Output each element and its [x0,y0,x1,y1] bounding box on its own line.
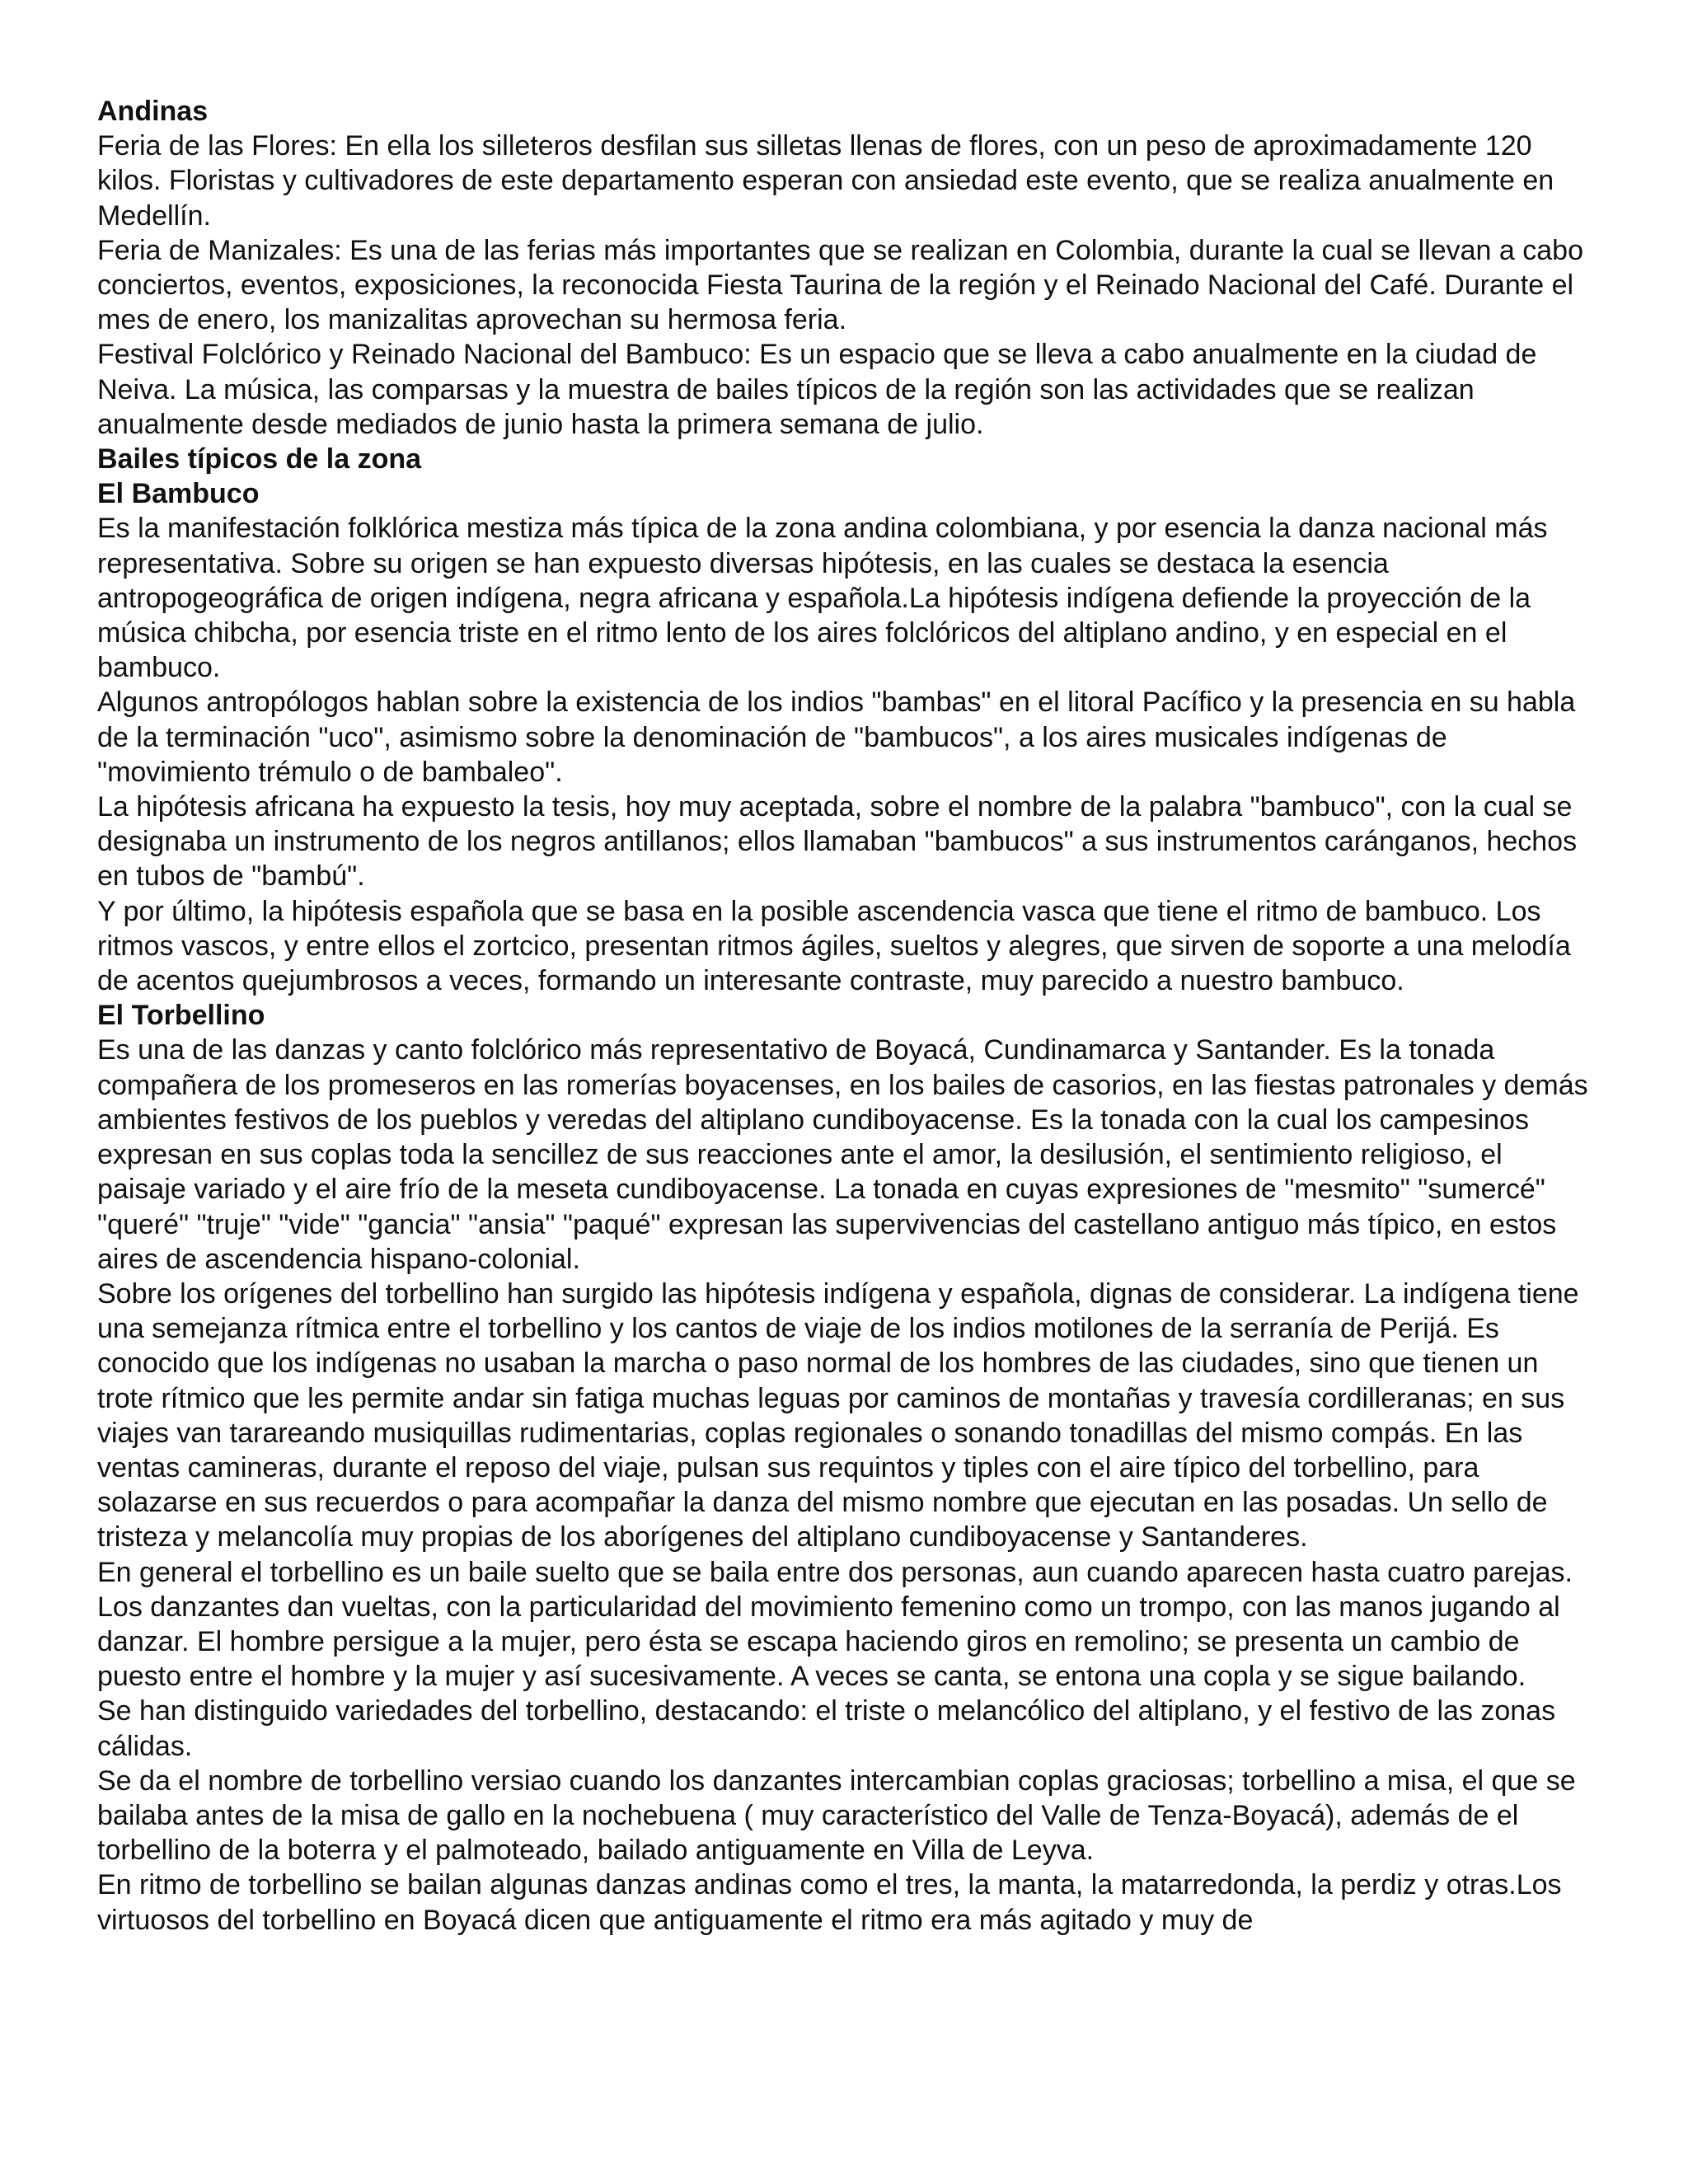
paragraph-festival-bambuco: Festival Folclórico y Reinado Nacional del Bambuco: Es un espacio que se lleva a cabo anualmente en la ciudad de Neiva. La música, las comparsas y la muestra de bailes típicos de la región son las actividades que se realizan anualmente desde mediados de junio hasta la primera semana de julio. [97,339,1537,440]
paragraph-bambuco-antropologos: Algunos antropólogos hablan sobre la existencia de los indios "bambas" en el litoral Pacífico y la presencia en su habla de la terminación "uco", asimismo sobre la denominación de "bambucos", a los aires musicales indígenas de "movimiento trémulo o de bambaleo". [97,687,1576,788]
paragraph-torbellino-descripcion: Es una de las danzas y canto folclórico más representativo de Boyacá, Cundinamarca y Santander. Es la tonada compañera de los promeseros en las romerías boyacenses, en los bailes de casorios, en las fiestas patronales y demás ambientes festivos de los pueblos y veredas del altiplano cundiboyacense. Es la tonada con la cual los campesinos expresan en sus coplas toda la sencillez de sus reacciones ante el amor, la desilusión, el sentimiento religioso, el paisaje variado y el aire frío de la meseta cundiboyacense. La tonada en cuyas expresiones de "mesmito" "sumercé" "queré" "truje" "vide" "gancia" "ansia" "paqué" expresan las supervivencias del castellano antiguo más típico, en estos aires de ascendencia hispano-colonial. [97,1034,1588,1275]
heading-el-torbellino: El Torbellino [97,1000,265,1032]
paragraph-bambuco-origen: Es la manifestación folklórica mestiza más típica de la zona andina colombiana, y por esencia la danza nacional más representativa. Sobre su origen se han expuesto diversas hipótesis, en las cuales se destaca la esencia antropogeográfica de origen indígena, negra africana y española.La hipótesis indígena defiende la proyección de la música chibcha, por esencia triste en el ritmo lento de los aires folclóricos del altiplano andino, y en especial en el bambuco. [97,513,1548,684]
paragraph-bambuco-hipotesis-africana: La hipótesis africana ha expuesto la tesis, hoy muy aceptada, sobre el nombre de la palabra "bambuco", con la cual se designaba un instrumento de los negros antillanos; ellos llamaban "bambucos" a sus instrumentos caránganos, hechos en tubos de "bambú". [97,791,1578,893]
paragraph-bambuco-hipotesis-espanola: Y por último, la hipótesis española que se basa en la posible ascendencia vasca que tiene el ritmo de bambuco. Los ritmos vascos, y entre ellos el zortcico, presentan ritmos ágiles, sueltos y alegres, que sirven de soporte a una melodía de acentos quejumbrosos a veces, formando un interesante contraste, muy parecido a nuestro bambuco. [97,895,1571,997]
heading-el-bambuco: El Bambuco [97,478,260,510]
paragraph-torbellino-ritmo: En ritmo de torbellino se bailan algunas danzas andinas como el tres, la manta, la matarredonda, la perdiz y otras.Los virtuosos del torbellino en Boyacá dicen que antiguamente el ritmo era más agitado y muy de [97,1869,1562,1936]
heading-andinas: Andinas [97,96,209,127]
paragraph-torbellino-variedades: Se han distinguido variedades del torbellino, destacando: el triste o melancólico del altiplano, y el festivo de las zonas cálidas. [97,1695,1556,1762]
heading-bailes-tipicos: Bailes típicos de la zona [97,443,422,476]
document-page [97,94,1591,1938]
paragraph-torbellino-baile: En general el torbellino es un baile suelto que se baila entre dos personas, aun cuando aparecen hasta cuatro parejas. Los danzantes dan vueltas, con la particularidad del movimiento femenino como un trompo, con las manos jugando al danzar. El hombre persigue a la mujer, pero ésta se escapa haciendo giros en remolino; se presenta un cambio de puesto entre el hombre y la mujer y así sucesivamente. A veces se canta, se entona una copla y se sigue bailando. [97,1556,1573,1693]
paragraph-torbellino-origenes: Sobre los orígenes del torbellino han surgido las hipótesis indígena y española, dignas de considerar. La indígena tiene una semejanza rítmica entre el torbellino y los cantos de viaje de los indios motilones de la serranía de Perijá. Es conocido que los indígenas no usaban la marcha o paso normal de los hombres de las ciudades, sino que tienen un trote rítmico que les permite andar sin fatiga muchas leguas por caminos de montañas y travesía cordilleranas; en sus viajes van tarareando musiquillas rudimentarias, coplas regionales o sonando tonadillas del mismo compás. En las ventas camineras, durante el reposo del viaje, pulsan sus requintos y tiples con el aire típico del torbellino, para solazarse en sus recuerdos o para acompañar la danza del mismo nombre que ejecutan en las posadas. Un sello de tristeza y melancolía muy propias de los aborígenes del altiplano cundiboyacense y Santanderes. [97,1277,1579,1554]
paragraph-feria-de-las-flores: Feria de las Flores: En ella los silleteros desfilan sus silletas llenas de flores, con un peso de aproximadamente 120 kilos. Floristas y cultivadores de este departamento esperan con ansiedad este evento, que se realiza anualmente en Medellín. [97,130,1554,232]
paragraph-torbellino-versiao: Se da el nombre de torbellino versiao cuando los danzantes intercambian coplas graciosas; torbellino a misa, el que se bailaba antes de la misa de gallo en la nochebuena ( muy característico del Valle de Tenza-Boyacá), además de el torbellino de la boterra y el palmoteado, bailado antiguamente en Villa de Leyva. [97,1765,1576,1867]
paragraph-feria-de-manizales: Feria de Manizales: Es una de las ferias más importantes que se realizan en Colombia, durante la cual se llevan a cabo conciertos, eventos, exposiciones, la reconocida Fiesta Taurina de la región y el Reinado Nacional del Café. Durante el mes de enero, los manizalitas aprovechan su hermosa feria. [97,234,1583,336]
